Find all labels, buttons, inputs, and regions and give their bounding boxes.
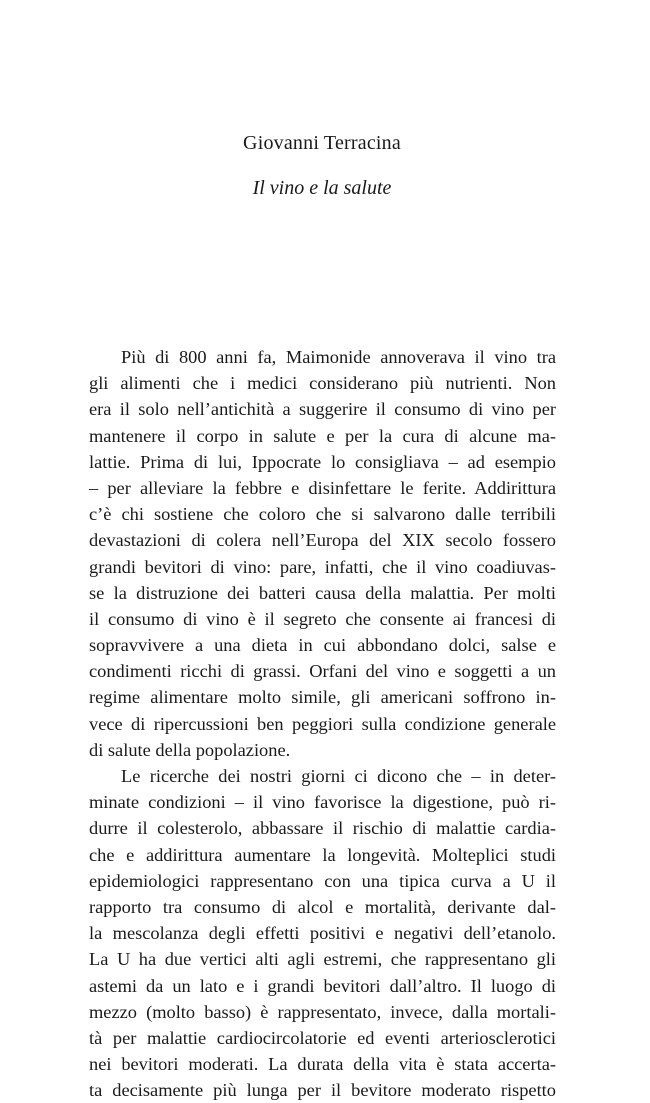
text-line: regime alimentare molto simile, gli americani soffrono in- — [89, 687, 556, 708]
text-line: astemi da un lato e i grandi bevitori dall’altro. Il luogo di — [89, 975, 556, 996]
text-line: – per alleviare la febbre e disinfettare le ferite. Addirittura — [89, 477, 556, 498]
text-line: grandi bevitori di vino: pare, infatti, che il vino coadiuvas- — [89, 556, 556, 577]
text-line: rapporto tra consumo di alcol e mortalità, derivante dal- — [89, 896, 556, 917]
text-line: era il solo nell’antichità a suggerire il consumo di vino per — [89, 399, 556, 420]
text-line: mezzo (molto basso) è rappresentato, invece, dalla mortali- — [89, 1001, 556, 1022]
text-line: epidemiologici rappresentano con una tipica curva a U il — [89, 870, 556, 891]
text-line: Più di 800 anni fa, Maimonide annoverava il vino tra — [121, 347, 556, 367]
author-name: Giovanni Terracina — [243, 132, 401, 154]
text-line: nei bevitori moderati. La durata della vita è stata accerta- — [89, 1054, 556, 1075]
text-line: durre il colesterolo, abbassare il rischio di malattie cardia- — [89, 818, 556, 839]
text-line: di salute della popolazione. — [89, 739, 291, 760]
text-line: ta decisamente più lunga per il bevitore moderato rispetto — [89, 1080, 556, 1101]
chapter-title: Il vino e la salute — [252, 177, 392, 199]
text-line: il consumo di vino è il segreto che consente ai francesi di — [89, 608, 556, 629]
text-line: sopravvivere a una dieta in cui abbondano dolci, salse e — [89, 635, 556, 656]
text-line: Le ricerche dei nostri giorni ci dicono che – in deter- — [121, 766, 556, 786]
text-line: La U ha due vertici alti agli estremi, che rappresentano gli — [89, 949, 556, 970]
text-line: lattie. Prima di lui, Ippocrate lo consigliava – ad esempio — [89, 451, 556, 472]
body-text — [89, 344, 556, 1103]
text-line: condimenti ricchi di grassi. Orfani del vino e soggetti a un — [89, 661, 556, 682]
text-line: la mescolanza degli effetti positivi e negativi dell’etanolo. — [89, 923, 556, 944]
paragraph-1 — [89, 344, 556, 763]
paragraph-2 — [89, 763, 556, 1103]
text-line: c’è chi sostiene che coloro che si salvarono dalle terribili — [89, 504, 556, 525]
text-line: gli alimenti che i medici considerano più nutrienti. Non — [89, 373, 556, 394]
text-line: vece di ripercussioni ben peggiori sulla condizione generale — [89, 713, 556, 734]
text-line: tà per malattie cardiocircolatorie ed eventi arteriosclerotici — [89, 1027, 556, 1048]
text-line: minate condizioni – il vino favorisce la digestione, può ri- — [89, 792, 556, 813]
text-line: se la distruzione dei batteri causa della malattia. Per molti — [89, 582, 556, 603]
text-line: che e addirittura aumentare la longevità. Molteplici studi — [89, 844, 556, 865]
text-line: devastazioni di colera nell’Europa del XIX secolo fossero — [89, 530, 556, 551]
text-line: mantenere il corpo in salute e per la cura di alcune ma- — [89, 425, 556, 446]
